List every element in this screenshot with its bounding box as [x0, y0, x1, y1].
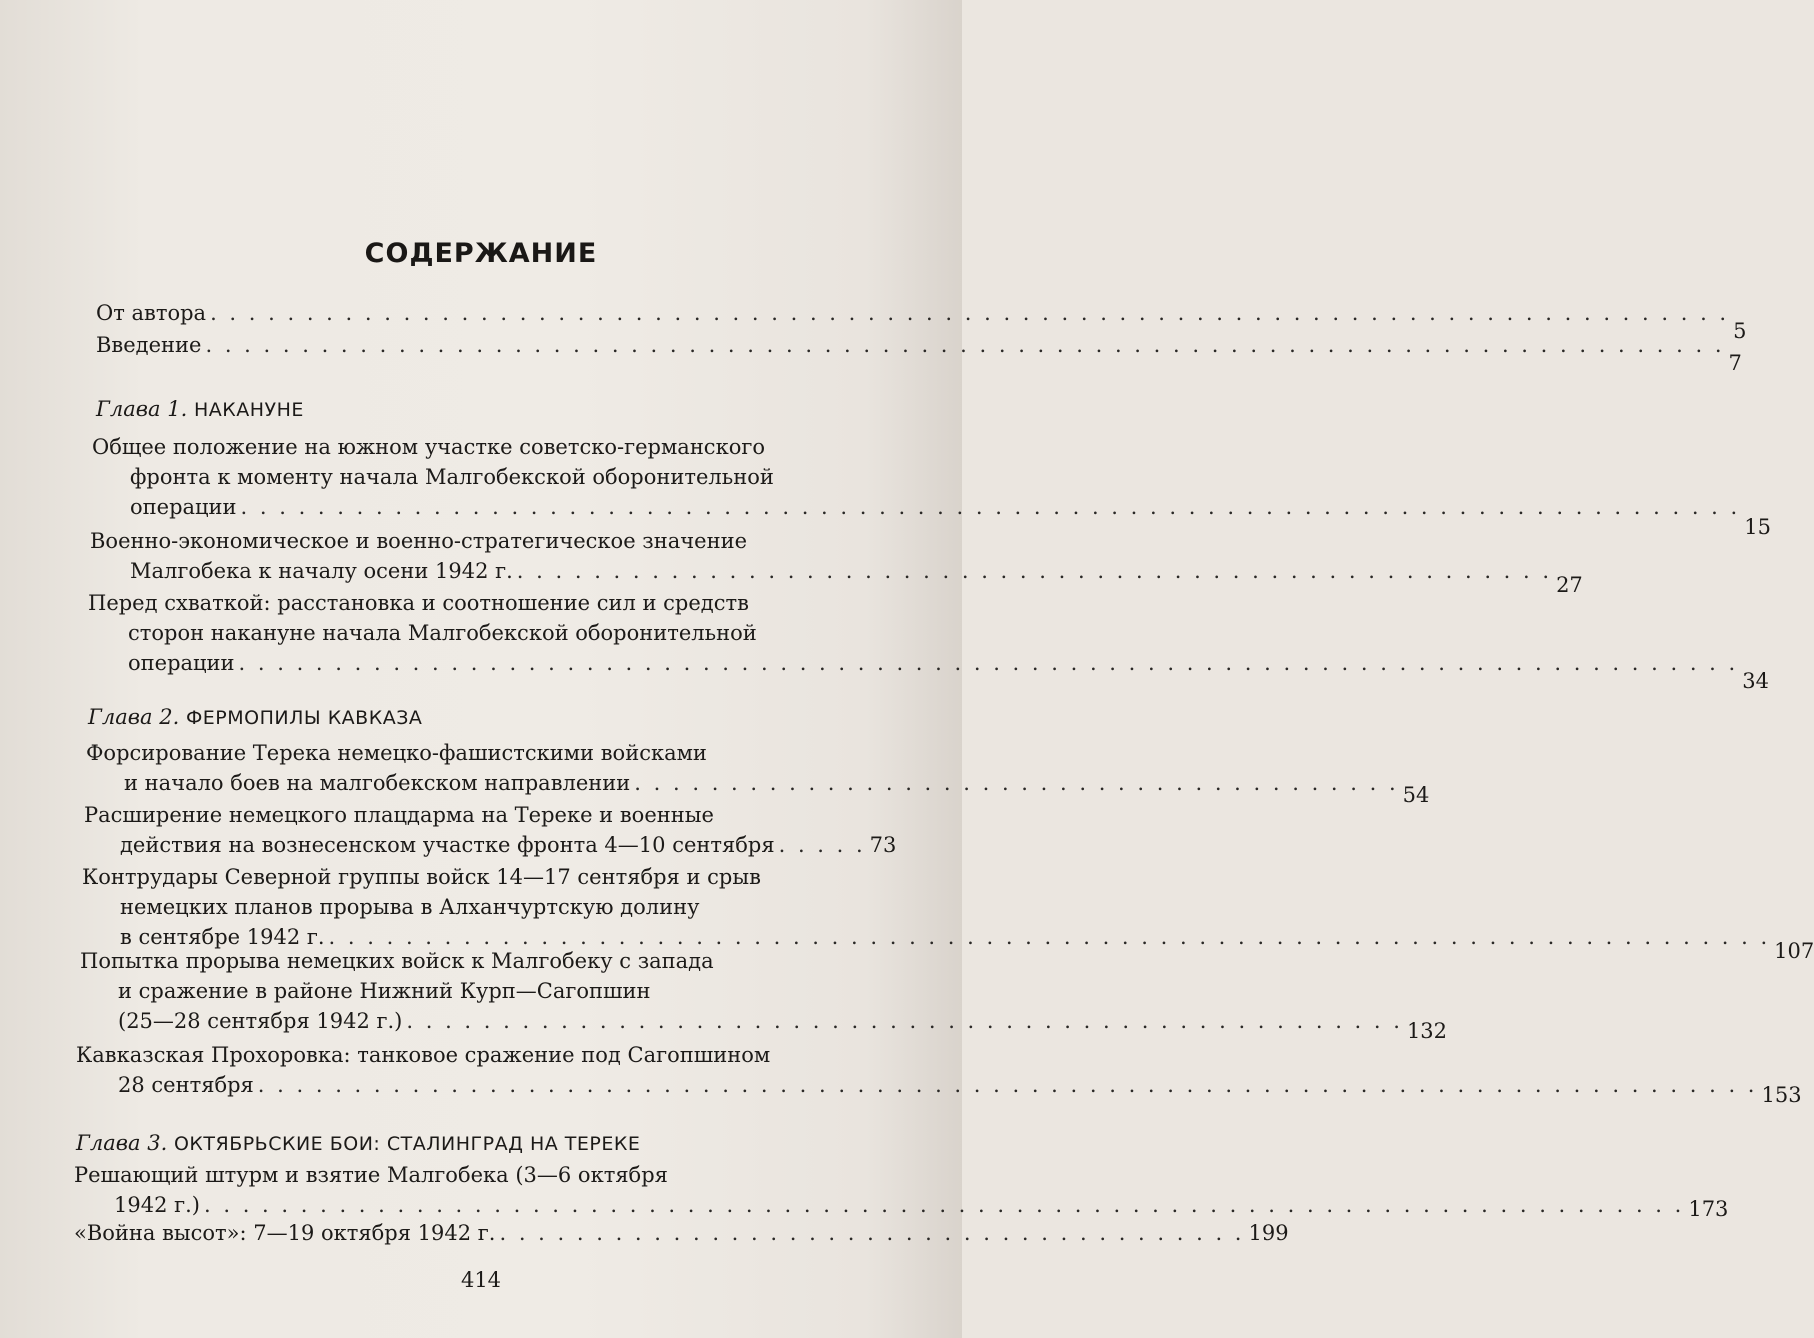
toc-entry-text: Кавказская Прохоровка: танковое сражение под Сагопшином — [76, 1043, 771, 1067]
dot-leader: . . . . . — [778, 833, 866, 857]
toc-entry-text: От автора — [96, 301, 207, 325]
dot-leader: . . . . . . . . . . . . . . . . . . . . . . . . . . . . . . . . . . . . . . . . . . . . . . . . . . . . . . . . . . . . . . . . . . . . . . . . . . . . . . . — [210, 301, 1730, 325]
toc-entry-3-1[interactable] — [74, 1160, 1729, 1221]
toc-page-number: 153 — [1761, 1083, 1802, 1107]
chapter-title: ОКТЯБРЬСКИЕ БОИ: СТАЛИНГРАД НА ТЕРЕКЕ — [173, 1133, 641, 1155]
dot-leader: . . . . . . . . . . . . . . . . . . . . . . . . . . . . . . . . . . . . . . . . . . . . . . . . . . . . . . . . . . . . . . . . . . . . . . . . . . . . . . — [238, 651, 1739, 675]
chapter-label: Глава 1. — [96, 397, 188, 421]
toc-entry-2-4[interactable] — [80, 946, 1448, 1043]
toc-entry-1-1[interactable] — [92, 432, 1771, 539]
toc-entry-text: Введение — [96, 333, 202, 357]
dot-leader: . . . . . . . . . . . . . . . . . . . . . . . . . . . . . . . . . . . . . . . . . . . . . . . . . . . . . . . . . . . . . . . . . . . . . . . . . . . . . . — [240, 495, 1741, 519]
bleed-through-text — [90, 8, 950, 95]
toc-page-number: 34 — [1742, 669, 1769, 693]
toc-entry-3-2[interactable] — [74, 1218, 1289, 1248]
toc-page-number: 7 — [1728, 351, 1742, 375]
toc-entry-text: немецких планов прорыва в Алханчуртскую долину — [120, 895, 700, 919]
toc-entry-text: Общее положение на южном участке советско-германского — [92, 435, 765, 459]
toc-page-number: 173 — [1688, 1197, 1729, 1221]
toc-entry-text: Военно-экономическое и военно-стратегическое значение — [90, 529, 748, 553]
toc-entry-text: и сражение в районе Нижний Курп—Сагопшин — [118, 979, 651, 1003]
dot-leader: . . . . . . . . . . . . . . . . . . . . . . . . . . . . . . . . . . . . . . . . . . . . . . . . . . . . — [406, 1009, 1403, 1033]
toc-entry-text: Расширение немецкого плацдарма на Тереке и военные — [84, 803, 714, 827]
toc-page-number: 73 — [869, 833, 897, 857]
toc-entry-2-5[interactable] — [76, 1040, 1802, 1107]
toc-entry-text: сторон накануне начала Малгобекской оборонительной — [128, 621, 757, 645]
toc-entry-text: в сентябре 1942 г. — [120, 925, 325, 949]
toc-entry-2-2[interactable] — [84, 800, 897, 860]
toc-entry-text: Форсирование Терека немецко-фашистскими войсками — [86, 741, 707, 765]
toc-entry-text: операции — [128, 651, 235, 675]
toc-entry-introduction[interactable] — [96, 330, 1742, 375]
toc-entry-text: «Война высот»: 7—19 октября 1942 г. — [74, 1221, 496, 1245]
toc-entry-text: Малгобека к началу осени 1942 г. — [130, 559, 513, 583]
dot-leader: . . . . . . . . . . . . . . . . . . . . . . . . . . . . . . . . . . . . . . . . . . . . . . . . . . . . . . . . . . . . . . . . . . . . . . . . . . . . . . — [257, 1073, 1758, 1097]
toc-entry-text: действия на вознесенском участке фронта 4—10 сентября — [120, 833, 775, 857]
toc-entry-text: фронта к моменту начала Малгобекской оборонительной — [130, 465, 774, 489]
chapter-2-heading[interactable] — [88, 702, 422, 733]
toc-page-number: 54 — [1402, 783, 1430, 807]
toc-entry-text: Контрудары Северной группы войск 14—17 сентября и срыв — [82, 865, 761, 889]
toc-entry-text: Перед схваткой: расстановка и соотношение сил и средств — [88, 591, 749, 615]
page-title: СОДЕРЖАНИЕ — [364, 238, 598, 269]
dot-leader: . . . . . . . . . . . . . . . . . . . . . . . . . . . . . . . . . . . . . . . . . . . . . . . . . . . . . . . . . . . . . . . . . . . . . . . . . . . . . . . — [205, 333, 1725, 357]
toc-page-number: 199 — [1248, 1221, 1289, 1245]
chapter-title: ФЕРМОПИЛЫ КАВКАЗА — [185, 707, 423, 729]
dot-leader: . . . . . . . . . . . . . . . . . . . . . . . . . . . . . . . . . . . . . . . — [499, 1221, 1245, 1245]
toc-page-number: 132 — [1406, 1019, 1448, 1043]
toc-page-number: 15 — [1744, 515, 1771, 539]
chapter-title: НАКАНУНЕ — [193, 399, 304, 421]
chapter-label: Глава 3. — [76, 1131, 168, 1155]
toc-entry-text: и начало боев на малгобекском направлении — [124, 771, 631, 795]
dot-leader: . . . . . . . . . . . . . . . . . . . . . . . . . . . . . . . . . . . . . . . . . . . . . . . . . . . . . . . . . . . . . . . . . . . . . . . . . . . . . — [204, 1193, 1685, 1217]
toc-page-number: 27 — [1556, 573, 1583, 597]
dot-leader: . . . . . . . . . . . . . . . . . . . . . . . . . . . . . . . . . . . . . . . . — [634, 771, 1399, 795]
toc-entry-text: Попытка прорыва немецких войск к Малгобеку с запада — [80, 949, 714, 973]
chapter-1-heading[interactable] — [96, 394, 304, 425]
toc-entry-2-1[interactable] — [86, 738, 1430, 807]
toc-entry-foreword[interactable] — [96, 298, 1747, 343]
toc-page-number: 5 — [1733, 319, 1747, 343]
toc-entry-text: операции — [130, 495, 237, 519]
toc-page-number: 107 — [1774, 939, 1814, 963]
chapter-label: Глава 2. — [88, 705, 180, 729]
toc-entry-text: 1942 г.) — [114, 1193, 200, 1217]
dot-leader: . . . . . . . . . . . . . . . . . . . . . . . . . . . . . . . . . . . . . . . . . . . . . . . . . . . . . . . . . . . . . . . . . . . . . . . . . . . — [328, 925, 1771, 949]
dot-leader: . . . . . . . . . . . . . . . . . . . . . . . . . . . . . . . . . . . . . . . . . . . . . . . . . . . . . . — [516, 559, 1553, 583]
chapter-3-heading[interactable] — [76, 1128, 640, 1159]
toc-entry-1-2[interactable] — [90, 526, 1583, 597]
page-number: 414 — [460, 1268, 502, 1292]
toc-entry-text: (25—28 сентября 1942 г.) — [118, 1009, 403, 1033]
toc-entry-1-3[interactable] — [88, 588, 1769, 693]
toc-entry-text: 28 сентября — [118, 1073, 254, 1097]
toc-entry-text: Решающий штурм и взятие Малгобека (3—6 октября — [74, 1163, 668, 1187]
